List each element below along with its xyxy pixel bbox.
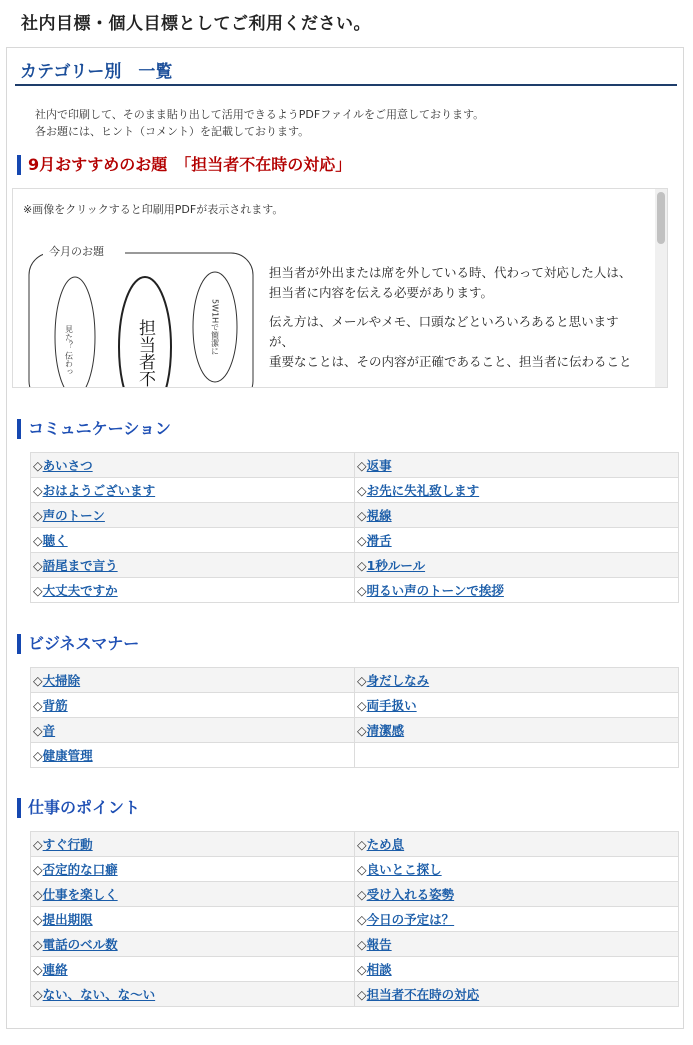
diamond-icon: ◇ — [357, 723, 367, 738]
table-row — [31, 453, 679, 478]
table-cell — [31, 907, 355, 932]
table-row — [31, 578, 679, 603]
featured-description — [269, 263, 641, 381]
topic-link[interactable]: 大掃除 — [42, 673, 81, 688]
topic-link[interactable]: 滑舌 — [366, 533, 392, 548]
link-table-work-points — [30, 831, 679, 1007]
table-cell — [355, 957, 679, 982]
table-cell — [355, 503, 679, 528]
diamond-icon: ◇ — [33, 483, 43, 498]
category-heading: カテゴリー別 一覧 — [20, 62, 173, 82]
table-row — [31, 882, 679, 907]
topic-link[interactable]: 清潔感 — [366, 723, 405, 738]
intro-line: 各お題には、ヒント（コメント）を記載しております。 — [35, 125, 310, 138]
topic-link[interactable]: 背筋 — [42, 698, 68, 713]
table-cell — [31, 693, 355, 718]
diamond-icon: ◇ — [33, 558, 43, 573]
table-cell — [31, 957, 355, 982]
table-cell — [31, 503, 355, 528]
topic-link[interactable]: すぐ行動 — [42, 837, 93, 852]
section-title-work-points: 仕事のポイント — [17, 798, 140, 818]
topic-link[interactable]: 1秒ルール — [366, 558, 426, 573]
topic-link[interactable]: 受け入れる姿勢 — [366, 887, 455, 902]
topic-link[interactable]: 大丈夫ですか — [42, 583, 118, 598]
table-cell — [355, 668, 679, 693]
table-cell — [31, 453, 355, 478]
table-cell — [31, 982, 355, 1007]
diamond-icon: ◇ — [357, 887, 367, 902]
topic-link[interactable]: 提出期限 — [42, 912, 93, 927]
featured-preview[interactable] — [12, 188, 668, 388]
table-row — [31, 743, 679, 768]
topic-link[interactable]: 仕事を楽しく — [42, 887, 118, 902]
table-cell — [355, 832, 679, 857]
featured-paragraph: 重要なことは、その内容が正確であること、担当者に伝わること — [269, 354, 632, 369]
diamond-icon: ◇ — [33, 533, 43, 548]
table-cell — [355, 907, 679, 932]
topic-link[interactable]: おはようございます — [42, 483, 156, 498]
table-row — [31, 982, 679, 1007]
diamond-icon: ◇ — [357, 987, 367, 1002]
diamond-icon: ◇ — [357, 458, 367, 473]
diamond-icon: ◇ — [33, 723, 43, 738]
topic-link[interactable]: 音 — [42, 723, 56, 738]
diamond-icon: ◇ — [357, 837, 367, 852]
diamond-icon: ◇ — [33, 962, 43, 977]
image-caption: 今月のお題 — [49, 245, 104, 258]
diamond-icon: ◇ — [33, 458, 43, 473]
table-row — [31, 932, 679, 957]
diamond-icon: ◇ — [33, 837, 43, 852]
diamond-icon: ◇ — [357, 912, 367, 927]
table-cell — [31, 668, 355, 693]
table-cell — [31, 932, 355, 957]
section-title-communication: コミュニケーション — [17, 419, 171, 439]
table-row — [31, 668, 679, 693]
table-cell — [355, 553, 679, 578]
image-bubble-left: 見た？ 伝わっ — [64, 325, 74, 376]
diamond-icon: ◇ — [357, 558, 367, 573]
preview-scrollbar[interactable] — [655, 189, 667, 387]
topic-link[interactable]: 聴く — [42, 533, 68, 548]
table-cell — [355, 578, 679, 603]
table-cell — [355, 718, 679, 743]
page-title: 社内目標・個人目標としてご利用ください。 — [21, 14, 371, 34]
diamond-icon: ◇ — [33, 508, 43, 523]
diamond-icon: ◇ — [33, 583, 43, 598]
topic-link[interactable]: 明るい声のトーンで挨拶 — [366, 583, 504, 598]
table-cell — [31, 553, 355, 578]
diamond-icon: ◇ — [33, 673, 43, 688]
category-divider — [15, 84, 677, 86]
topic-link[interactable]: 今日の予定は？ — [366, 912, 455, 927]
topic-link[interactable]: 電話のベル数 — [42, 937, 118, 952]
table-cell — [31, 578, 355, 603]
topic-link[interactable]: 連絡 — [42, 962, 68, 977]
topic-link[interactable]: 返事 — [366, 458, 392, 473]
table-cell — [355, 528, 679, 553]
diamond-icon: ◇ — [357, 937, 367, 952]
featured-paragraph: 伝え方は、メールやメモ、口頭などといろいろあると思いますが、 — [269, 314, 619, 349]
table-cell — [355, 857, 679, 882]
image-bubble-right: 5W1Hで簡潔に — [210, 299, 220, 356]
table-row — [31, 693, 679, 718]
diamond-icon: ◇ — [357, 483, 367, 498]
table-row — [31, 907, 679, 932]
table-row — [31, 718, 679, 743]
topic-link[interactable]: 相談 — [366, 962, 392, 977]
category-box — [6, 47, 684, 1029]
topic-link[interactable]: 否定的な口癖 — [42, 862, 118, 877]
table-cell — [355, 743, 679, 768]
link-table-communication — [30, 452, 679, 603]
table-cell — [355, 478, 679, 503]
diamond-icon: ◇ — [33, 887, 43, 902]
topic-link[interactable]: 身だしなみ — [366, 673, 430, 688]
diamond-icon: ◇ — [33, 698, 43, 713]
topic-link[interactable]: ない、ない、な〜い — [42, 987, 156, 1002]
diamond-icon: ◇ — [33, 862, 43, 877]
topic-link[interactable]: 担当者不在時の対応 — [366, 987, 480, 1002]
table-cell — [31, 743, 355, 768]
topic-link[interactable]: 視線 — [366, 508, 392, 523]
table-row — [31, 832, 679, 857]
diamond-icon: ◇ — [357, 673, 367, 688]
topic-link[interactable]: 良いとこ探し — [366, 862, 442, 877]
table-cell — [355, 982, 679, 1007]
table-row — [31, 553, 679, 578]
image-big-text: 担当者不 — [135, 319, 155, 387]
table-row — [31, 957, 679, 982]
table-cell — [355, 453, 679, 478]
table-cell — [31, 882, 355, 907]
page-header — [0, 0, 693, 42]
table-cell — [31, 857, 355, 882]
featured-image[interactable] — [25, 237, 257, 388]
table-cell — [31, 832, 355, 857]
diamond-icon: ◇ — [33, 748, 43, 763]
table-cell — [31, 718, 355, 743]
diamond-icon: ◇ — [357, 962, 367, 977]
table-cell — [355, 932, 679, 957]
topic-link[interactable]: 両手扱い — [366, 698, 417, 713]
topic-link[interactable]: 報告 — [366, 937, 392, 952]
table-row — [31, 528, 679, 553]
diamond-icon: ◇ — [357, 508, 367, 523]
topic-link[interactable]: お先に失礼致します — [366, 483, 480, 498]
diamond-icon: ◇ — [357, 583, 367, 598]
diamond-icon: ◇ — [357, 533, 367, 548]
diamond-icon: ◇ — [33, 937, 43, 952]
topic-link[interactable]: ため息 — [366, 837, 405, 852]
diamond-icon: ◇ — [357, 862, 367, 877]
scrollbar-thumb[interactable] — [657, 192, 665, 244]
table-cell — [355, 693, 679, 718]
diamond-icon: ◇ — [33, 987, 43, 1002]
table-row — [31, 503, 679, 528]
topic-link[interactable]: 健康管理 — [42, 748, 93, 763]
table-cell — [31, 478, 355, 503]
topic-link[interactable]: あいさつ — [42, 458, 93, 473]
featured-title: 9月おすすめのお題 「担当者不在時の対応」 — [17, 155, 351, 175]
table-row — [31, 857, 679, 882]
intro-text — [35, 106, 484, 140]
section-title-business-manners: ビジネスマナー — [17, 634, 139, 654]
table-cell — [31, 528, 355, 553]
topic-link[interactable]: 語尾まで言う — [42, 558, 118, 573]
diamond-icon: ◇ — [357, 698, 367, 713]
click-note: ※画像をクリックすると印刷用PDFが表示されます。 — [23, 203, 284, 216]
featured-paragraph: 担当者が外出または席を外している時、代わって対応した人は、担当者に内容を伝える必要があります。 — [269, 265, 632, 300]
topic-link[interactable]: 声のトーン — [42, 508, 105, 523]
link-table-business-manners — [30, 667, 679, 768]
table-cell — [355, 882, 679, 907]
diamond-icon: ◇ — [33, 912, 43, 927]
intro-line: 社内で印刷して、そのまま貼り出して活用できるようPDFファイルをご用意しております。 — [35, 108, 485, 121]
table-row — [31, 478, 679, 503]
